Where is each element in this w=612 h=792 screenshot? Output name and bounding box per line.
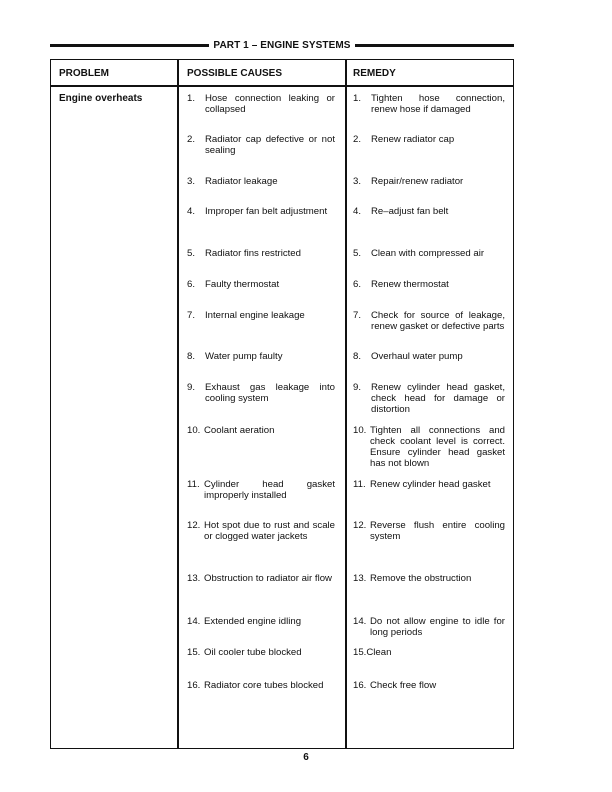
header-problem: PROBLEM: [59, 68, 109, 79]
remedy-text: Overhaul water pump: [371, 351, 463, 362]
remedy-text: Tighten hose connection, renew hose if damaged: [371, 93, 505, 115]
remedy-number: 3.: [353, 176, 362, 187]
cause-item: [187, 310, 335, 321]
remedy-text: Remove the obstruction: [370, 573, 472, 584]
remedy-number: 10.: [353, 425, 367, 436]
cause-item: [187, 479, 335, 501]
remedy-number: 7.: [353, 310, 362, 321]
remedy-item: [353, 573, 505, 584]
cause-item: [187, 680, 335, 691]
cause-item: [187, 573, 335, 584]
remedy-number: 13.: [353, 573, 367, 584]
remedy-number: 14.: [353, 616, 367, 627]
cause-item: [187, 134, 335, 156]
section-title: PART 1 – ENGINE SYSTEMS: [213, 39, 351, 51]
remedy-text: Renew thermostat: [371, 279, 449, 290]
remedy-item: [353, 382, 505, 415]
cause-number: 14.: [187, 616, 201, 627]
remedy-text: Check for source of leakage, renew gasket or defective parts: [371, 310, 505, 332]
cause-item: [187, 279, 335, 290]
cause-item: [187, 93, 335, 115]
remedy-item: [353, 680, 505, 691]
remedy-item: [353, 248, 505, 259]
remedy-item: [353, 351, 505, 362]
remedy-item: [353, 206, 505, 217]
cause-item: [187, 206, 335, 217]
cause-item: [187, 616, 335, 627]
header-remedy: REMEDY: [353, 68, 396, 79]
remedy-text: Renew radiator cap: [371, 134, 455, 145]
cause-item: [187, 425, 335, 436]
remedy-item: [353, 647, 505, 658]
cause-number: 15.: [187, 647, 201, 658]
cause-item: [187, 351, 335, 362]
cause-text: Oil cooler tube blocked: [204, 647, 302, 658]
cause-number: 2.: [187, 134, 196, 145]
cause-number: 5.: [187, 248, 196, 259]
remedy-item: [353, 479, 505, 490]
cause-number: 6.: [187, 279, 196, 290]
cause-text: Hot spot due to rust and scale or clogged water jackets: [204, 520, 335, 542]
section-header: [50, 38, 514, 52]
remedy-text: Clean with compressed air: [371, 248, 485, 259]
cause-item: [187, 382, 335, 404]
cause-text: Improper fan belt adjustment: [205, 206, 328, 217]
cause-text: Radiator core tubes blocked: [204, 680, 324, 691]
remedy-text: Repair/renew radiator: [371, 176, 464, 187]
cause-number: 8.: [187, 351, 196, 362]
cause-text: Radiator fins restricted: [205, 248, 301, 259]
cause-text: Radiator cap defective or not sealing: [205, 134, 335, 156]
remedy-number: 1.: [353, 93, 362, 104]
remedy-text: Renew cylinder head gasket, check head for damage or distortion: [371, 382, 505, 415]
remedy-item: [353, 279, 505, 290]
column-divider: [345, 60, 347, 748]
cause-number: 13.: [187, 573, 201, 584]
cause-text: Water pump faulty: [205, 351, 283, 362]
cause-number: 16.: [187, 680, 201, 691]
remedy-number: 8.: [353, 351, 362, 362]
cause-number: 1.: [187, 93, 196, 104]
remedy-number: 11.: [353, 479, 366, 490]
remedy-number: 6.: [353, 279, 362, 290]
cause-number: 3.: [187, 176, 196, 187]
remedy-text: Tighten all connections and check coolant level is correct. Ensure cylinder head gasket has not blown: [370, 425, 505, 469]
remedy-text: Do not allow engine to idle for long periods: [370, 616, 505, 638]
cause-number: 10.: [187, 425, 201, 436]
troubleshooting-table: [50, 59, 514, 749]
problem-label: Engine overheats: [59, 93, 143, 104]
cause-number: 12.: [187, 520, 201, 531]
cause-number: 4.: [187, 206, 196, 217]
remedy-item: [353, 520, 505, 542]
remedy-item: [353, 310, 505, 332]
remedy-item: [353, 176, 505, 187]
cause-text: Obstruction to radiator air flow: [204, 573, 332, 584]
cause-text: Exhaust gas leakage into cooling system: [205, 382, 335, 404]
cause-item: [187, 248, 335, 259]
header-rule-left: [50, 44, 209, 47]
remedy-item: [353, 134, 505, 145]
remedy-text: Renew cylinder head gasket: [370, 479, 491, 490]
remedy-number: 4.: [353, 206, 362, 217]
header-divider: [51, 85, 513, 87]
remedy-text: Clean: [366, 647, 392, 658]
remedy-number: 9.: [353, 382, 362, 393]
cause-item: [187, 520, 335, 542]
header-possible-causes: POSSIBLE CAUSES: [187, 68, 283, 79]
remedy-text: Re–adjust fan belt: [371, 206, 449, 217]
remedy-number: 12.: [353, 520, 367, 531]
cause-number: 7.: [187, 310, 196, 321]
remedy-number: 5.: [353, 248, 362, 259]
cause-item: [187, 647, 335, 658]
cause-item: [187, 176, 335, 187]
cause-text: Cylinder head gasket improperly installed: [204, 479, 335, 501]
column-divider: [177, 60, 179, 748]
remedy-text: Check free flow: [370, 680, 437, 691]
cause-text: Radiator leakage: [205, 176, 278, 187]
header-rule-right: [355, 44, 514, 47]
cause-number: 11.: [187, 479, 200, 490]
page-number: 6: [303, 752, 309, 763]
remedy-number: 16.: [353, 680, 367, 691]
cause-text: Hose connection leaking or collapsed: [205, 93, 335, 115]
cause-number: 9.: [187, 382, 196, 393]
remedy-item: [353, 616, 505, 638]
cause-text: Extended engine idling: [204, 616, 302, 627]
remedy-item: [353, 425, 505, 469]
cause-text: Coolant aeration: [204, 425, 275, 436]
cause-text: Faulty thermostat: [205, 279, 280, 290]
remedy-text: Reverse flush entire cooling system: [370, 520, 505, 542]
remedy-number: 15.: [353, 647, 367, 658]
remedy-number: 2.: [353, 134, 362, 145]
cause-text: Internal engine leakage: [205, 310, 305, 321]
remedy-item: [353, 93, 505, 115]
